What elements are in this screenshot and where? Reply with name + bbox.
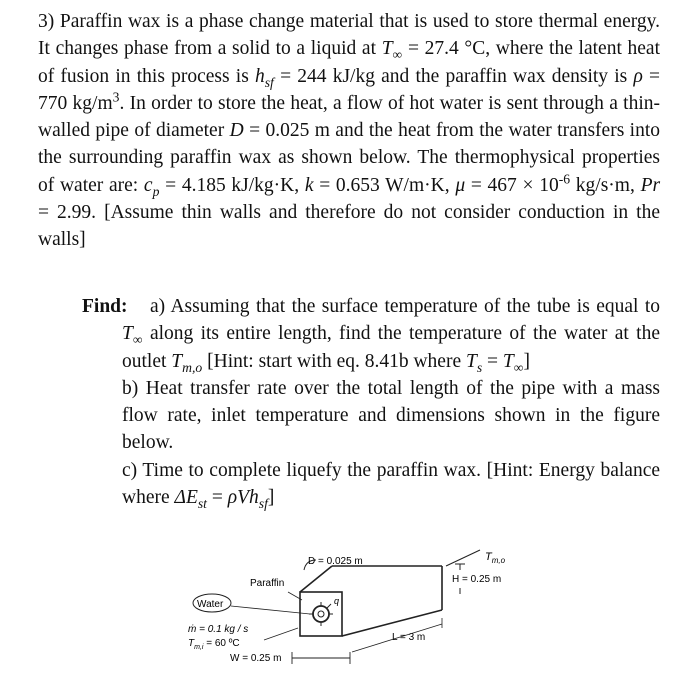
- water-leader: [231, 606, 310, 614]
- find-part-a: a) Assuming that the surface temperature of the tube is equal to $T_\infty$ along its entire length, find the temperature of the water at the outlet $T_{m,o}$ [Hint: start with eq. 8.41b where $T_s = T_\infty$]: [122, 296, 660, 375]
- problem-statement: [38, 8, 660, 254]
- find-body: [122, 293, 660, 511]
- D-label: D = 0.025 m: [308, 556, 363, 567]
- heat-flux-arrows: [309, 602, 333, 626]
- W-dimension: [292, 652, 350, 664]
- find-section: [38, 293, 660, 511]
- L-label: L = 3 m: [392, 632, 426, 643]
- find-label: Find:: [82, 296, 128, 317]
- problem-number: 3): [38, 11, 55, 32]
- pipe-figure: [180, 548, 540, 698]
- W-label: W = 0.25 m: [230, 653, 282, 664]
- pipe-inner: [318, 611, 324, 617]
- inlet-leader: [264, 628, 298, 640]
- find-part-c: c) Time to complete liquefy the paraffin wax. [Hint: Energy balance where $\Delta E_{st} = \rho Vh_{sf}$]: [122, 459, 660, 511]
- q-label: q: [334, 596, 340, 606]
- water-label: Water: [197, 599, 224, 610]
- box-edge-top-left: [300, 566, 332, 592]
- pipe-cross-section: [313, 606, 329, 622]
- Tmo-label: $T_{m,o}$: [485, 551, 506, 565]
- problem-paragraph: 3) Paraffin wax is a phase change material that is used to store thermal energy. It changes phase from a solid to a liquid at $T_\infty = 27.4$ °C, where the latent heat of fusion in this process is $h_{sf} = 244$ kJ/kg and the paraffin wax density is ρ = 770 $kg/m^3$. In order to store the heat, a flow of hot water is sent through a thin-walled pipe of diameter D = 0.025 m and the heat from the water transfers into the surrounding paraffin wax as shown below. The thermophysical properties of water are: $c_p = 4.185$ kJ/kg·K, k = 0.653 W/m·K, $\mu = 467 \times 10^{-6}$ kg/s·m, Pr = 2.99. [Assume thin walls and therefore do not consider conduction in the walls]: [38, 11, 661, 251]
- L-dimension-line: [352, 624, 442, 652]
- paraffin-label: Paraffin: [250, 578, 285, 589]
- find-part-b: b) Heat transfer rate over the total length of the pipe with a mass flow rate, inlet temperature and dimensions shown in the figure below.: [122, 377, 660, 454]
- H-label: H = 0.25 m: [452, 574, 502, 585]
- mdot-label: ṁ = 0.1 kg / s: [188, 624, 249, 635]
- Tmi-label: $T_{m,i} = 60$ ºC: [188, 638, 240, 651]
